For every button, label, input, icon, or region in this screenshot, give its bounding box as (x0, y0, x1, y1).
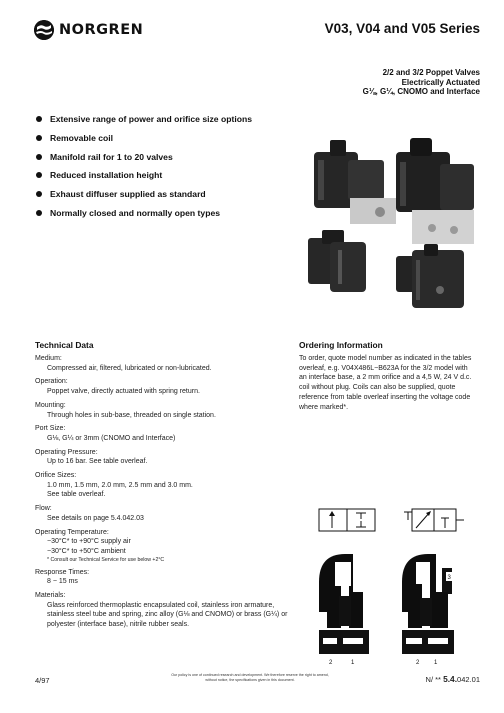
port-label: 1 (434, 660, 438, 666)
product-subtitle (363, 68, 480, 97)
spec-label: Materials: (35, 592, 66, 600)
exhaust-port-label: 3 (447, 575, 451, 581)
spec-label: Operating Temperature: (35, 528, 109, 536)
spec-value: Poppet valve, directly actuated with spring return. (47, 388, 200, 396)
bullet-icon (36, 191, 42, 197)
ordering-heading: Ordering Information (299, 340, 383, 350)
page-number (426, 674, 480, 684)
subtitle-line: Electrically Actuated (401, 77, 480, 87)
feature-item: Removable coil (36, 133, 252, 152)
spec-label: Orifice Sizes: (35, 472, 77, 480)
spec-value: G⅛, G¼ or 3mm (CNOMO and Interface) (47, 434, 176, 442)
subtitle-line: G⅛, G¼, CNOMO and Interface (362, 87, 480, 96)
spec-label: Flow: (35, 505, 52, 513)
bullet-icon (36, 116, 42, 122)
bullet-icon (36, 135, 42, 141)
feature-item: Extensive range of power and orifice size options (36, 114, 252, 133)
feature-item: Reduced installation height (36, 170, 252, 189)
spec-value: 8 − 15 ms (47, 578, 78, 586)
page-code: 042.01 (457, 675, 480, 684)
valve-image-3 (308, 230, 366, 292)
spec-label: Operating Pressure: (35, 448, 98, 456)
subtitle-line: 2/2 and 3/2 Poppet Valves (382, 68, 480, 77)
globe-logo-icon (34, 20, 54, 40)
feature-item: Manifold rail for 1 to 20 valves (36, 152, 252, 171)
page-section: 5.4. (443, 674, 458, 684)
spec-label: Medium: (35, 355, 62, 362)
norgren-logo (34, 20, 143, 40)
valve-image-4 (396, 244, 464, 308)
ordering-text: To order, quote model number as indicated in the tables overleaf, e.g. V04X486L−B623A for the 3/2 model with an interface base, a 2 mm orifice and a 4,5 W, 24 V d.c. coil without plug. Coils can also be supplied, quote reference from table overleaf inserting the voltage code where marked*. (299, 355, 472, 411)
technical-data-heading: Technical Data (35, 340, 94, 350)
spec-value: Compressed air, filtered, lubricated or non-lubricated. (47, 364, 212, 372)
3-2-valve-symbol (404, 508, 464, 532)
valve-cross-section-right (398, 552, 458, 670)
nc-valve-symbol (318, 508, 376, 532)
spec-label: Mounting: (35, 401, 66, 409)
spec-footnote: * Consult our Technical Service for use below +2°C (47, 556, 165, 563)
feature-item: Exhaust diffuser supplied as standard (36, 189, 252, 208)
page-prefix: N/ ** (425, 675, 441, 684)
port-label: 2 (416, 660, 420, 666)
valve-cross-section-left (313, 552, 373, 670)
technical-data-list (35, 354, 290, 630)
port-label: 2 (329, 660, 333, 666)
feature-list (36, 114, 252, 227)
brand-name: NORGREN (59, 22, 144, 38)
spec-value: Up to 16 bar. See table overleaf. (47, 458, 148, 466)
product-photo (300, 138, 480, 318)
spec-value: See details on page 5.4.042.03 (47, 514, 144, 522)
footer-disclaimer: Our policy is one of continued research and development. We therefore reserve the right to amend, without notice, the specifications given in this document. (171, 673, 329, 682)
spec-label: Port Size: (35, 425, 66, 433)
spec-label: Operation: (35, 378, 68, 386)
port-label: 1 (351, 660, 355, 666)
bullet-icon (36, 154, 42, 160)
spec-value: Through holes in sub-base, threaded on single station. (47, 411, 216, 419)
spec-value: See table overleaf. (47, 491, 106, 499)
feature-item: Normally closed and normally open types (36, 208, 252, 227)
valve-image-2 (396, 138, 474, 244)
spec-value: 1.0 mm, 1.5 mm, 2.0 mm, 2.5 mm and 3.0 mm. (47, 481, 193, 489)
bullet-icon (36, 172, 42, 178)
page-title: V03, V04 and V05 Series (324, 21, 480, 36)
spec-value: Glass reinforced thermoplastic encapsulated coil, stainless iron armature, stainless steel tube and spring, zinc alloy (G⅛ and CNOMO) or brass (G¼) or polyester (interface base), nitrile rubber seals. (47, 601, 288, 629)
footer-date: 4/97 (35, 676, 50, 685)
spec-value: −30°C* to +90°C supply air (47, 538, 131, 546)
bullet-icon (36, 210, 42, 216)
spec-label: Response Times: (35, 568, 90, 576)
valve-image-1 (314, 140, 396, 224)
spec-value: −30°C* to +50°C ambient (47, 547, 126, 555)
